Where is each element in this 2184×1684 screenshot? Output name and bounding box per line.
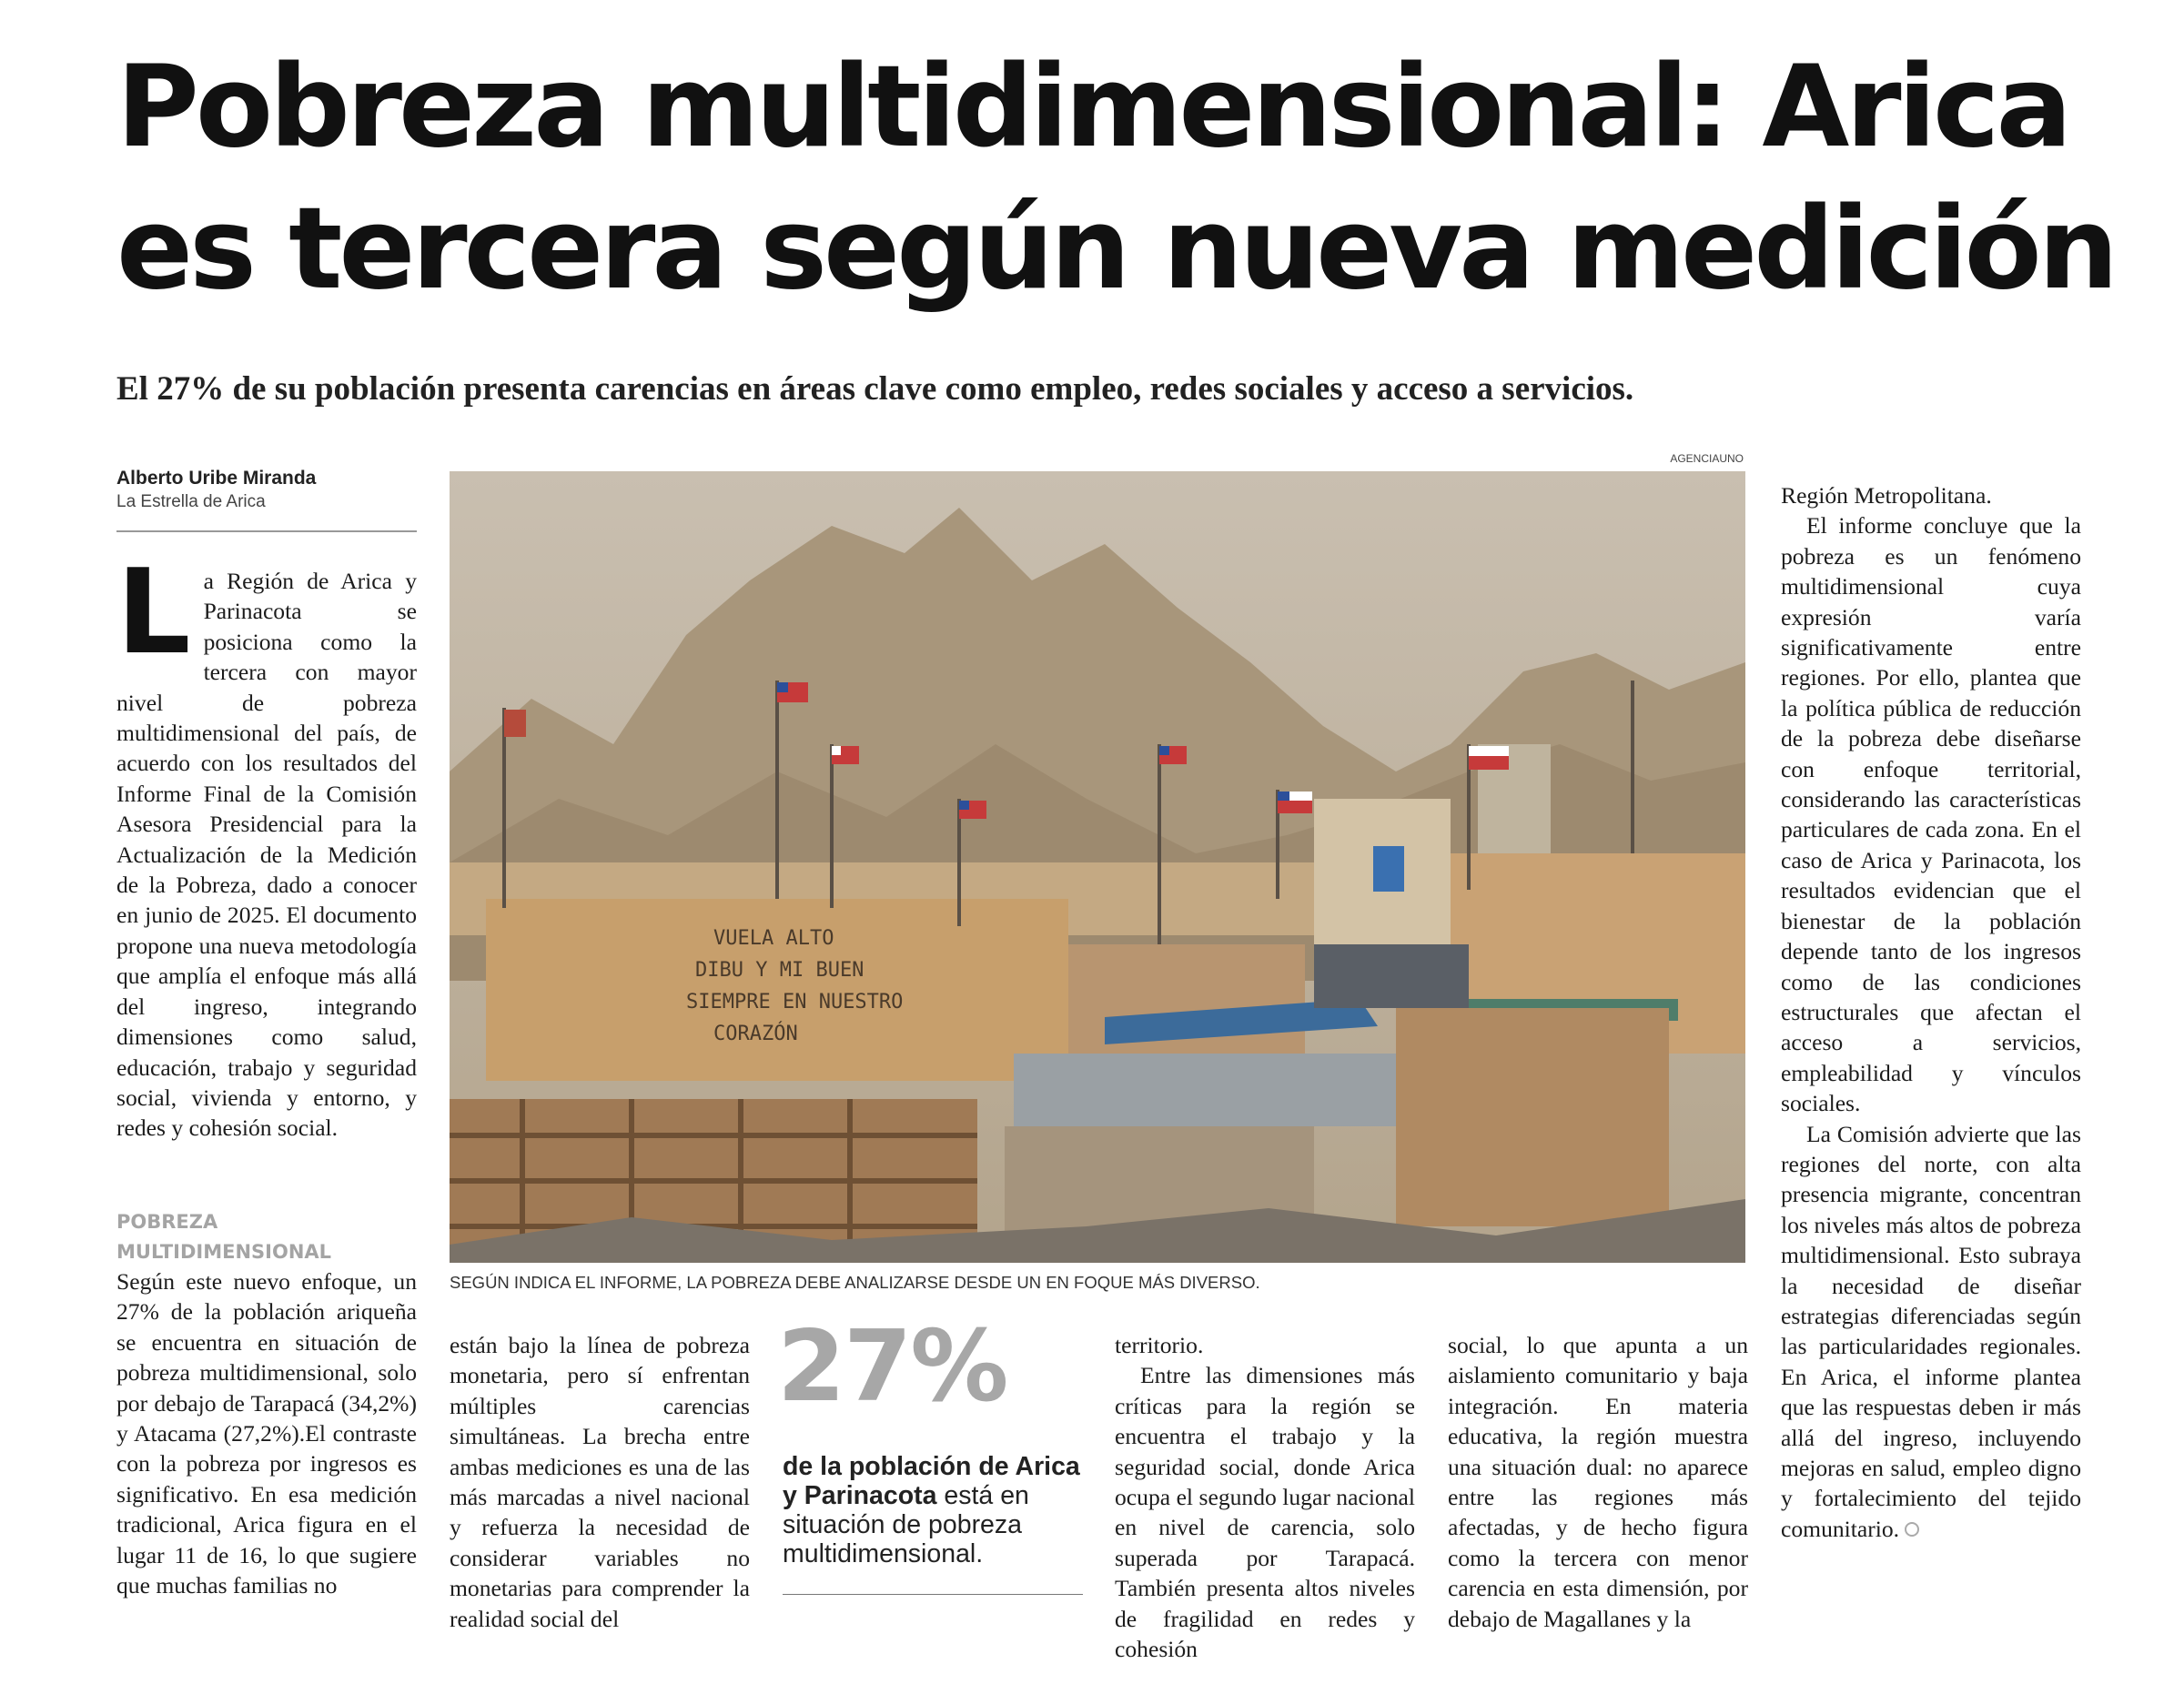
article-paragraph: están bajo la línea de pobreza monetaria, pero sí enfrentan múltiples carencias simultáneas. La brecha entre ambas mediciones es una de las más marcadas a nivel nacional y refuerza la necesidad de considerar variables no monetarias para comprender la realidad social del bbox=[450, 1332, 750, 1632]
graffiti-line-2: DIBU Y MI BUEN bbox=[695, 959, 864, 982]
section-heading: POBREZA MULTIDIMENSIONAL bbox=[116, 1211, 332, 1263]
photo-caption: SEGÚN INDICA EL INFORME, LA POBREZA DEBE ANALIZARSE DESDE UN EN FOQUE MÁS DIVERSO. bbox=[450, 1273, 1260, 1292]
graffiti-line-1: VUELA ALTO bbox=[713, 927, 834, 950]
graffiti-line-3: SIEMPRE EN NUESTRO bbox=[686, 991, 904, 1013]
article-column-1 bbox=[116, 545, 417, 1144]
article-column-2 bbox=[450, 1330, 750, 1634]
end-of-article-icon bbox=[1905, 1522, 1919, 1537]
stat-description bbox=[783, 1452, 1083, 1568]
stat-value: 27% bbox=[777, 1310, 1007, 1424]
byline-divider bbox=[116, 530, 417, 532]
stat-callout bbox=[777, 1310, 1083, 1568]
article-paragraph-final bbox=[1781, 1119, 2081, 1545]
article-column-1-continued bbox=[116, 1266, 417, 1600]
article-paragraph: Entre las dimensiones más críticas para la región se encuentra el trabajo y la seguridad social, donde Arica ocupa el segundo lugar nacional en nivel de carencia, solo superada por Tarapacá. También presenta altos niveles de fragilidad en redes y cohesión bbox=[1115, 1362, 1415, 1663]
headline bbox=[116, 36, 2115, 320]
article-column-4 bbox=[1115, 1330, 1415, 1664]
subtitle: El 27% de su población presenta carencias en áreas clave como empleo, redes sociales y acceso a servicios. bbox=[116, 370, 1634, 408]
photo-credit: AGENCIAUNO bbox=[1670, 452, 1744, 465]
article-paragraph: El informe concluye que la pobreza es un fenómeno multidimensional cuya expresión varía significativamente entre regiones. Por ello, plantea que la política pública de reducción de la pobreza debe diseñarse con enfoque territorial, considerando las características particulares de cada zona. En el caso de Arica y Parinacota, los resultados evidencian que el bienestar de la población depende tanto de los ingresos como de las condiciones estructurales que afectan el acceso a servicios, empleabilidad y vínculos sociales. bbox=[1781, 512, 2081, 1117]
article-photo bbox=[450, 471, 1745, 1263]
article-column-6 bbox=[1781, 480, 2081, 1544]
article-paragraph: social, lo que apunta a un aislamiento comunitario y baja integración. En materia educativa, la región muestra una situación dual: no aparece entre las regiones más afectadas, y de hecho figura como la tercera con menor carencia en esta dimensión, por debajo de Magallanes y la bbox=[1448, 1332, 1748, 1632]
headline-line-1: Pobreza multidimensional: Arica bbox=[116, 42, 2069, 173]
graffiti-line-4: CORAZÓN bbox=[713, 1023, 798, 1045]
article-column-5 bbox=[1448, 1330, 1748, 1634]
article-paragraph: territorio. bbox=[1115, 1332, 1204, 1358]
byline bbox=[116, 466, 417, 513]
article-paragraph: a Región de Arica y Parinacota se posiciona como la tercera con mayor nivel de pobreza multidimensional del país, de acuerdo con los resultados del Informe Final de la Comisión Asesora Presidencial para la Actualización de la Medición de la Pobreza, dado a conocer en junio de 2025. El documento propone una nueva metodología que amplía el enfoque más allá del ingreso, integrando dimensiones como salud, educación, trabajo y seguridad social, vivienda y entorno, y redes y cohesión social. bbox=[116, 568, 417, 1142]
article-paragraph-text: La Comisión advierte que las regiones del norte, con alta presencia migrante, concentran los niveles más altos de pobreza multidimensional. Esto subraya la necesidad de diseñar estrategias diferenciadas según las particularidades regionales. En Arica, el informe plantea que las respuestas deben ir más allá del ingreso, incluyendo mejoras en salud, empleo digno y fortalecimiento del tejido comunitario. bbox=[1781, 1120, 2081, 1542]
drop-cap: L bbox=[116, 545, 191, 681]
stat-divider bbox=[783, 1594, 1083, 1595]
article-paragraph: Región Metropolitana. bbox=[1781, 482, 1992, 509]
byline-author: Alberto Uribe Miranda bbox=[116, 468, 317, 489]
stat-description-rest: está en situación de pobreza multidimensional. bbox=[783, 1481, 1029, 1568]
byline-outlet: La Estrella de Arica bbox=[116, 492, 266, 511]
article-paragraph: Según este nuevo enfoque, un 27% de la población ariqueña se encuentra en situación de pobreza multidimensional, solo por debajo de Tarapacá (34,2%) y Atacama (27,2%).El contraste con la pobreza por ingresos es significativo. En esa medición tradicional, Arica figura en el lugar 11 de 16, lo que sugiere que muchas familias no bbox=[116, 1268, 417, 1599]
stat-description-bold: de la población de Arica y Parinacota bbox=[783, 1452, 1080, 1510]
headline-line-2: es tercera según nueva medición bbox=[116, 184, 2115, 315]
